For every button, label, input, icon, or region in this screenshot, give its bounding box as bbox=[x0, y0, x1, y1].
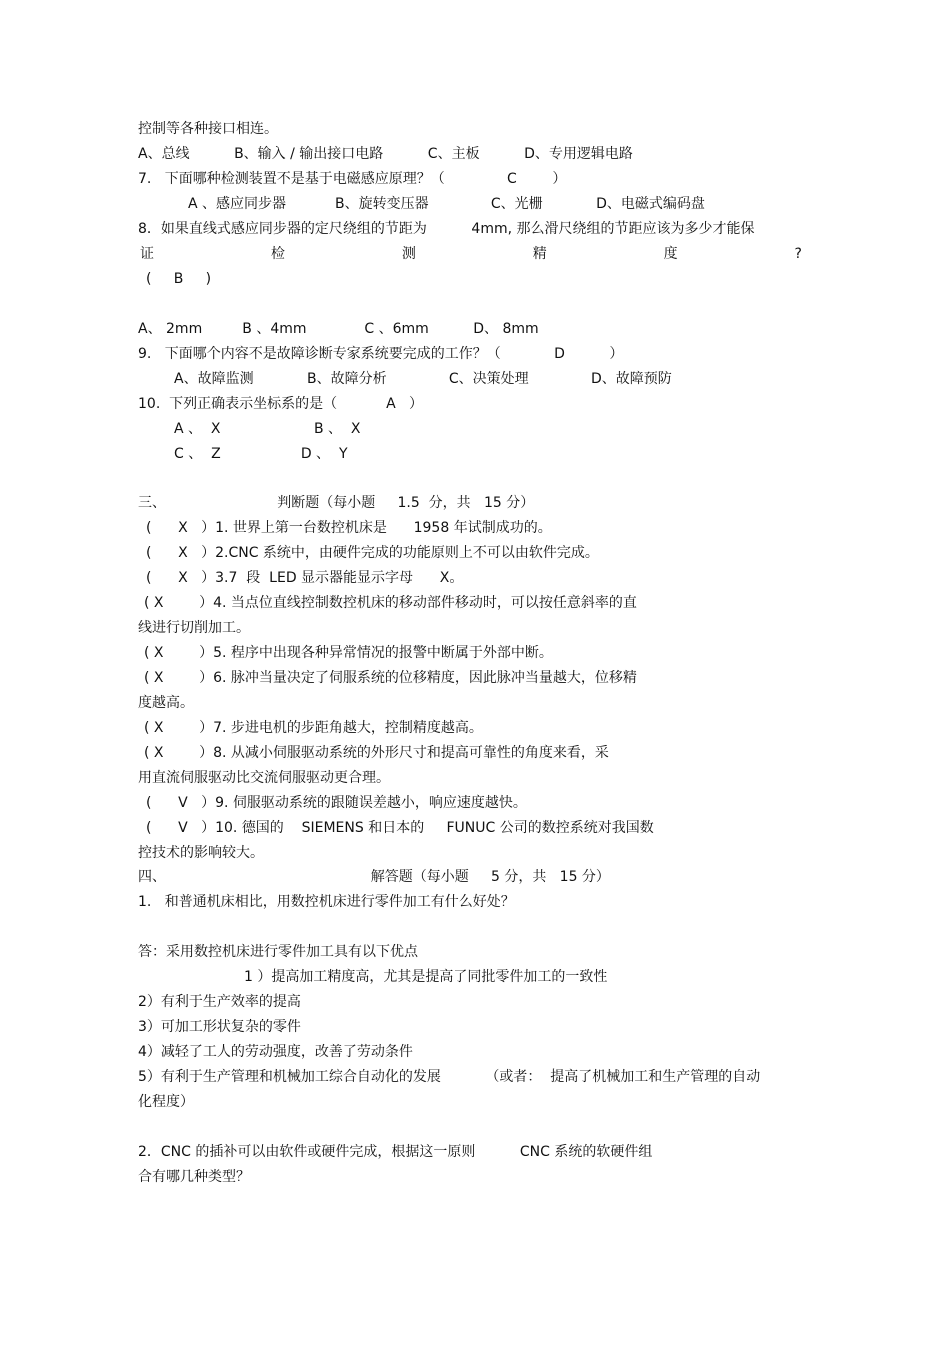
text-line-l32: 1 ）提高加工精度高，尤其是提高了同批零件加工的一致性 bbox=[244, 969, 608, 985]
text-line-l11: 10. 下列正确表示坐标系的是（ A ） bbox=[138, 396, 424, 412]
text-line-l35: 4）减轻了工人的劳动强度，改善了劳动条件 bbox=[138, 1044, 413, 1060]
text-line-l15: ( X ）1. 世界上第一台数控机床是 1958 年试制成功的。 bbox=[146, 520, 552, 536]
text-line-l29: 四、 解答题（每小题 5 分，共 15 分） bbox=[138, 869, 610, 885]
text-line-l03: 7. 下面哪种检测装置不是基于电磁感应原理？（ C ） bbox=[138, 171, 567, 187]
text-line-l30: 1. 和普通机床相比，用数控机床进行零件加工有什么好处？ bbox=[138, 894, 515, 910]
text-line-l27: ( V ）10. 德国的 SIEMENS 和日本的 FUNUC 公司的数控系统对我国数 bbox=[146, 820, 654, 836]
text-line-l31: 答：采用数控机床进行零件加工具有以下优点 bbox=[138, 944, 418, 960]
text-line-l34: 3）可加工形状复杂的零件 bbox=[138, 1019, 301, 1035]
justified-word: 精 bbox=[532, 246, 547, 262]
text-line-l36: 5）有利于生产管理和机械加工综合自动化的发展 （或者： 提高了机械加工和生产管理的自动 bbox=[138, 1069, 761, 1085]
text-line-l21: ( X ）6. 脉冲当量决定了伺服系统的位移精度，因此脉冲当量越大，位移精 bbox=[144, 670, 637, 686]
text-line-l19: 线进行切削加工。 bbox=[138, 620, 250, 636]
justified-word: ? bbox=[794, 246, 802, 262]
text-line-l18: ( X ）4. 当点位直线控制数控机床的移动部件移动时，可以按任意斜率的直 bbox=[144, 595, 637, 611]
text-line-justified bbox=[140, 245, 802, 263]
text-line-l20: ( X ）5. 程序中出现各种异常情况的报警中断属于外部中断。 bbox=[144, 645, 553, 661]
text-line-l26: ( V ）9. 伺服驱动系统的跟随误差越小，响应速度越快。 bbox=[146, 795, 527, 811]
justified-word: 证 bbox=[140, 246, 154, 262]
text-line-l04: A 、感应同步器 B、旋转变压器 C、光栅 D、电磁式编码盘 bbox=[188, 196, 705, 212]
text-line-l13: C 、 Z D 、 Y bbox=[174, 446, 348, 462]
text-line-l08: A、 2mm B 、4mm C 、6mm D、 8mm bbox=[138, 321, 539, 337]
text-line-l28: 控技术的影响较大。 bbox=[138, 845, 264, 861]
text-line-l24: ( X ）8. 从减小伺服驱动系统的外形尺寸和提高可靠性的角度来看，采 bbox=[144, 745, 609, 761]
text-line-l25: 用直流伺服驱动比交流伺服驱动更合理。 bbox=[138, 770, 390, 786]
justified-word: 检 bbox=[270, 246, 285, 262]
text-line-l33: 2）有利于生产效率的提高 bbox=[138, 994, 301, 1010]
text-line-l16: ( X ）2.CNC 系统中，由硬件完成的功能原则上不可以由软件完成。 bbox=[146, 545, 599, 561]
text-line-l10: A、故障监测 B、故障分析 C、决策处理 D、故障预防 bbox=[174, 371, 672, 387]
text-line-l09: 9. 下面哪个内容不是故障诊断专家系统要完成的工作？（ D ） bbox=[138, 346, 624, 362]
text-line-l37: 化程度） bbox=[138, 1094, 194, 1110]
text-line-l14: 三、 判断题（每小题 1.5 分，共 15 分） bbox=[138, 495, 535, 511]
text-line-l39: 合有哪几种类型？ bbox=[138, 1169, 250, 1185]
text-line-l38: 2．CNC 的插补可以由软件或硬件完成，根据这一原则 CNC 系统的软硬件组 bbox=[138, 1144, 653, 1160]
text-line-l07: ( B ) bbox=[146, 271, 212, 287]
text-line-l01: 控制等各种接口相连。 bbox=[138, 121, 278, 137]
text-line-l12: A 、 X B 、 X bbox=[174, 421, 361, 437]
justified-word: 测 bbox=[401, 246, 416, 262]
text-line-l22: 度越高。 bbox=[138, 695, 194, 711]
text-line-l17: ( X ）3.7 段 LED 显示器能显示字母 X。 bbox=[146, 570, 464, 586]
text-line-l05: 8．如果直线式感应同步器的定尺绕组的节距为 4mm, 那么滑尺绕组的节距应该为多少才能保 bbox=[138, 221, 755, 237]
justified-word: 度 bbox=[663, 246, 678, 262]
text-line-l23: ( X ）7. 步进电机的步距角越大，控制精度越高。 bbox=[144, 720, 483, 736]
text-line-l02: A、总线 B、输入 / 输出接口电路 C、主板 D、专用逻辑电路 bbox=[138, 146, 633, 162]
